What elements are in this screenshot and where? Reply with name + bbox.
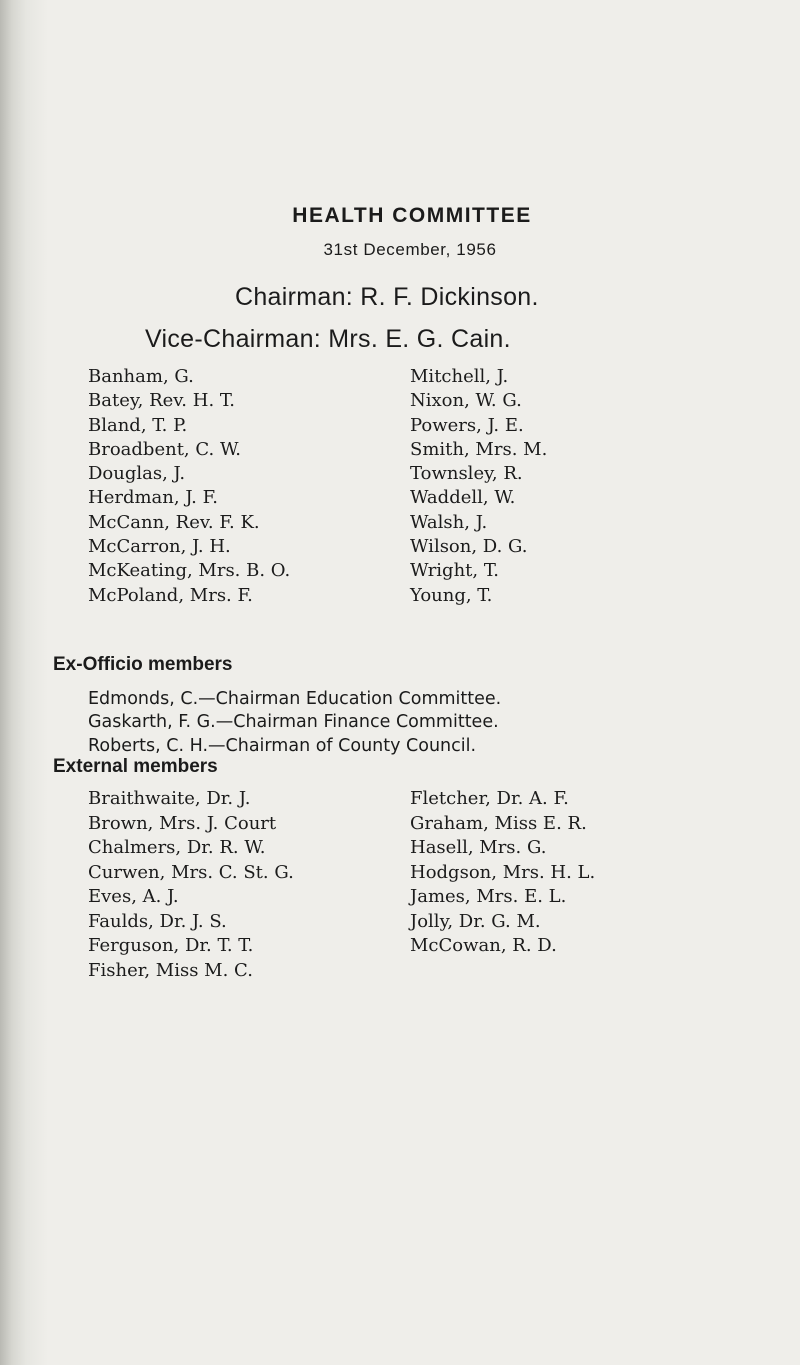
list-item: Batey, Rev. H. T. xyxy=(88,390,235,412)
list-item: McCowan, R. D. xyxy=(410,935,557,956)
list-item: Roberts, C. H.—Chairman of County Council. xyxy=(88,735,477,756)
list-item: Smith, Mrs. M. xyxy=(410,438,548,460)
list-item: Powers, J. E. xyxy=(410,414,524,436)
page-title: HEALTH COMMITTEE xyxy=(292,204,532,227)
list-item: Hodgson, Mrs. H. L. xyxy=(410,861,596,883)
external-list-right xyxy=(410,787,595,959)
list-item: Douglas, J. xyxy=(88,463,186,485)
list-item: Broadbent, C. W. xyxy=(88,438,242,460)
list-item: Bland, T. P. xyxy=(88,414,188,436)
list-item: Mitchell, J. xyxy=(410,366,509,387)
list-item: Chalmers, Dr. R. W. xyxy=(88,837,266,858)
list-item: Walsh, J. xyxy=(410,511,488,533)
list-item: Young, T. xyxy=(410,584,493,606)
list-item: Ferguson, Dr. T. T. xyxy=(88,935,254,956)
list-item: McCarron, J. H. xyxy=(88,536,231,558)
list-item: Wright, T. xyxy=(410,560,499,582)
list-item: Brown, Mrs. J. Court xyxy=(88,812,277,834)
list-item: Wilson, D. G. xyxy=(410,536,528,558)
members-list-left xyxy=(88,365,290,608)
external-members-heading: External members xyxy=(53,756,218,777)
members-list-right xyxy=(410,365,547,608)
list-item: Faulds, Dr. J. S. xyxy=(88,910,227,932)
list-item: Gaskarth, F. G.—Chairman Finance Committee. xyxy=(88,712,499,733)
list-item: McKeating, Mrs. B. O. xyxy=(88,560,291,582)
chairman-line: Chairman: R. F. Dickinson. xyxy=(235,283,539,311)
list-item: McPoland, Mrs. F. xyxy=(88,584,253,606)
ex-officio-heading: Ex-Officio members xyxy=(53,654,233,675)
document-date: 31st December, 1956 xyxy=(323,240,497,259)
list-item: Waddell, W. xyxy=(410,487,516,509)
list-item: Curwen, Mrs. C. St. G. xyxy=(88,861,294,883)
list-item: Herdman, J. F. xyxy=(88,487,218,509)
list-item: Edmonds, C.—Chairman Education Committee. xyxy=(88,689,502,709)
list-item: Braithwaite, Dr. J. xyxy=(88,788,251,809)
list-item: Nixon, W. G. xyxy=(410,390,522,412)
list-item: Graham, Miss E. R. xyxy=(410,812,587,834)
list-item: Fisher, Miss M. C. xyxy=(88,959,253,981)
list-item: James, Mrs. E. L. xyxy=(410,886,567,907)
ex-officio-list xyxy=(88,688,501,758)
list-item: Banham, G. xyxy=(88,366,194,387)
external-list-left xyxy=(88,787,294,983)
list-item: Hasell, Mrs. G. xyxy=(410,837,547,858)
list-item: Jolly, Dr. G. M. xyxy=(410,910,541,932)
list-item: Eves, A. J. xyxy=(88,886,179,907)
vice-chairman-line: Vice-Chairman: Mrs. E. G. Cain. xyxy=(145,325,511,353)
list-item: Townsley, R. xyxy=(410,463,523,485)
list-item: McCann, Rev. F. K. xyxy=(88,511,260,533)
list-item: Fletcher, Dr. A. F. xyxy=(410,788,569,809)
